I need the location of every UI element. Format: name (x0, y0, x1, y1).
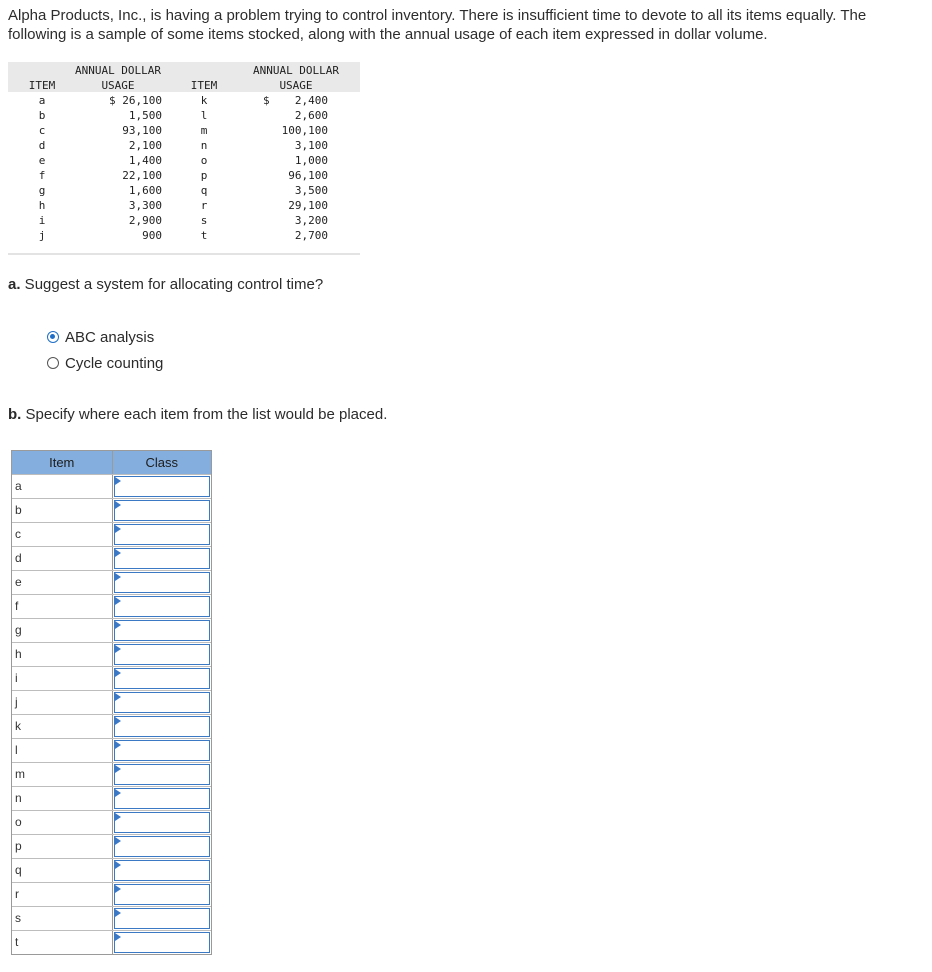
dropdown-arrow-icon (115, 837, 121, 845)
answer-item-label: k (15, 719, 21, 733)
data-item-left: e (38, 154, 46, 167)
header-usage-left-line1: ANNUAL DOLLAR (74, 64, 162, 77)
data-item-right: q (200, 184, 208, 197)
data-usage-left: 2,900 (128, 214, 162, 227)
dropdown-arrow-icon (115, 477, 121, 485)
answer-row (12, 498, 211, 522)
answer-item-label: m (15, 767, 25, 781)
answer-row (12, 906, 211, 930)
class-dropdown[interactable] (114, 788, 210, 809)
data-item-left: h (38, 199, 46, 212)
class-dropdown[interactable] (114, 500, 210, 521)
answer-class-cell (112, 907, 211, 930)
header-usage-left-line2: USAGE (101, 79, 135, 92)
answer-grid (11, 450, 212, 955)
answer-grid-header (12, 451, 211, 474)
radio-cycle-counting-icon[interactable] (47, 357, 59, 369)
header-item: Item (49, 455, 75, 470)
answer-item-label: f (15, 599, 19, 613)
data-item-right: k (200, 94, 208, 107)
dropdown-arrow-icon (115, 549, 121, 557)
answer-row (12, 738, 211, 762)
dropdown-arrow-icon (115, 813, 121, 821)
answer-item-label: n (15, 791, 22, 805)
answer-row (12, 618, 211, 642)
question-b (8, 406, 387, 423)
dropdown-arrow-icon (115, 885, 121, 893)
answer-class-cell (112, 691, 211, 714)
answer-class-cell (112, 619, 211, 642)
answer-row (12, 834, 211, 858)
data-usage-right: 3,200 (294, 214, 328, 227)
class-dropdown[interactable] (114, 572, 210, 593)
answer-class-cell (112, 739, 211, 762)
data-usage-left: $ 26,100 (109, 94, 162, 107)
dropdown-arrow-icon (115, 669, 121, 677)
dropdown-arrow-icon (115, 525, 121, 533)
answer-class-cell (112, 859, 211, 882)
data-item-right: o (200, 154, 208, 167)
class-dropdown[interactable] (114, 476, 210, 497)
class-dropdown[interactable] (114, 740, 210, 761)
dropdown-arrow-icon (115, 789, 121, 797)
usage-data-table (8, 62, 360, 255)
data-item-left: g (38, 184, 46, 197)
intro-text: Alpha Products, Inc., is having a problem trying to control inventory. There is insufficient time to devote to all its items equally. The following is a sample of some items stocked, along with the annual usage of each item expressed in dollar volume. (8, 7, 867, 43)
data-item-right: l (200, 109, 208, 122)
answer-item-label: q (15, 863, 22, 877)
class-dropdown[interactable] (114, 932, 210, 953)
dropdown-arrow-icon (115, 765, 121, 773)
dropdown-arrow-icon (115, 597, 121, 605)
data-item-right: m (200, 124, 208, 137)
answer-item-label: r (15, 887, 19, 901)
data-usage-right: 2,400 (294, 94, 328, 107)
class-dropdown[interactable] (114, 836, 210, 857)
class-dropdown[interactable] (114, 908, 210, 929)
answer-row (12, 714, 211, 738)
answer-class-cell (112, 523, 211, 546)
data-usage-left: 93,100 (122, 124, 162, 137)
class-dropdown[interactable] (114, 620, 210, 641)
dropdown-arrow-icon (115, 909, 121, 917)
header-usage-right-line1: ANNUAL DOLLAR (252, 64, 340, 77)
data-item-left: c (38, 124, 46, 137)
class-dropdown[interactable] (114, 524, 210, 545)
answer-class-cell (112, 715, 211, 738)
answer-row (12, 930, 211, 954)
data-usage-left: 2,100 (128, 139, 162, 152)
answer-item-label: d (15, 551, 22, 565)
answer-row (12, 594, 211, 618)
data-usage-right: 29,100 (288, 199, 328, 212)
answer-class-cell (112, 595, 211, 618)
answer-item-label: g (15, 623, 22, 637)
class-dropdown[interactable] (114, 644, 210, 665)
data-usage-left: 1,600 (128, 184, 162, 197)
answer-item-label: p (15, 839, 22, 853)
class-dropdown[interactable] (114, 668, 210, 689)
answer-class-cell (112, 787, 211, 810)
class-dropdown[interactable] (114, 548, 210, 569)
dropdown-arrow-icon (115, 573, 121, 581)
dropdown-arrow-icon (115, 933, 121, 941)
answer-item-label: e (15, 575, 22, 589)
dropdown-arrow-icon (115, 861, 121, 869)
dropdown-arrow-icon (115, 501, 121, 509)
answer-class-cell (112, 931, 211, 954)
data-usage-left: 900 (142, 229, 162, 242)
data-usage-left: 1,400 (128, 154, 162, 167)
answer-class-cell (112, 883, 211, 906)
class-dropdown[interactable] (114, 716, 210, 737)
class-dropdown[interactable] (114, 764, 210, 785)
answer-class-cell (112, 835, 211, 858)
answer-item-label: s (15, 911, 21, 925)
radio-abc-analysis-icon[interactable] (47, 331, 59, 343)
data-usage-right: 96,100 (288, 169, 328, 182)
answer-class-cell (112, 667, 211, 690)
answer-row (12, 522, 211, 546)
data-item-right: s (200, 214, 208, 227)
data-usage-right: 100,100 (281, 124, 328, 137)
answer-row (12, 858, 211, 882)
question-b-text: Specify where each item from the list would be placed. (21, 406, 388, 423)
dropdown-arrow-icon (115, 645, 121, 653)
data-usage-left: 1,500 (128, 109, 162, 122)
answer-item-label: c (15, 527, 21, 541)
question-a (8, 276, 323, 293)
answer-class-cell (112, 763, 211, 786)
answer-item-label: t (15, 935, 19, 949)
answer-item-label: b (15, 503, 22, 517)
data-item-right: r (200, 199, 208, 212)
data-usage-right: 2,700 (294, 229, 328, 242)
data-item-left: b (38, 109, 46, 122)
answer-row (12, 570, 211, 594)
option-abc-analysis-label: ABC analysis (65, 328, 155, 346)
answer-row (12, 786, 211, 810)
dropdown-arrow-icon (115, 693, 121, 701)
dropdown-arrow-icon (115, 717, 121, 725)
answer-item-label: l (15, 743, 18, 757)
data-item-left: d (38, 139, 46, 152)
class-dropdown[interactable] (114, 884, 210, 905)
answer-row (12, 666, 211, 690)
dropdown-arrow-icon (115, 621, 121, 629)
header-item-left: ITEM (28, 79, 56, 92)
class-dropdown[interactable] (114, 596, 210, 617)
answer-item-label: o (15, 815, 22, 829)
dropdown-arrow-icon (115, 741, 121, 749)
class-dropdown[interactable] (114, 812, 210, 833)
data-item-right: n (200, 139, 208, 152)
answer-row (12, 546, 211, 570)
answer-item-label: a (15, 479, 22, 493)
answer-row (12, 642, 211, 666)
header-class: Class (112, 451, 212, 474)
header-item-right: ITEM (190, 79, 218, 92)
answer-row (12, 882, 211, 906)
data-item-right: t (200, 229, 208, 242)
answer-item-label: h (15, 647, 22, 661)
data-usage-left: 22,100 (122, 169, 162, 182)
data-item-left: f (38, 169, 46, 182)
answer-class-cell (112, 643, 211, 666)
answer-class-cell (112, 475, 211, 498)
answer-item-label: j (15, 695, 18, 709)
data-usage-right: 1,000 (294, 154, 328, 167)
answer-class-cell (112, 499, 211, 522)
data-item-left: j (38, 229, 46, 242)
option-cycle-counting[interactable] (47, 353, 163, 373)
answer-class-cell (112, 547, 211, 570)
data-usage-right: 2,600 (294, 109, 328, 122)
data-usage-right: 3,100 (294, 139, 328, 152)
answer-row (12, 690, 211, 714)
option-abc-analysis[interactable] (47, 327, 154, 347)
class-dropdown[interactable] (114, 692, 210, 713)
question-a-text: Suggest a system for allocating control time? (20, 276, 324, 293)
option-cycle-counting-label: Cycle counting (65, 354, 164, 372)
data-usage-left: 3,300 (128, 199, 162, 212)
answer-class-cell (112, 811, 211, 834)
data-usage-right: 3,500 (294, 184, 328, 197)
answer-class-cell (112, 571, 211, 594)
data-item-left: a (38, 94, 46, 107)
question-b-label: b. (8, 406, 22, 423)
question-a-label: a. (8, 276, 21, 293)
data-item-left: i (38, 214, 46, 227)
data-item-right: p (200, 169, 208, 182)
answer-item-label: i (15, 671, 18, 685)
header-usage-right-line2: USAGE (279, 79, 313, 92)
answer-row (12, 762, 211, 786)
answer-row (12, 474, 211, 498)
answer-row (12, 810, 211, 834)
data-dollar-sign-right: $ (263, 94, 270, 107)
class-dropdown[interactable] (114, 860, 210, 881)
